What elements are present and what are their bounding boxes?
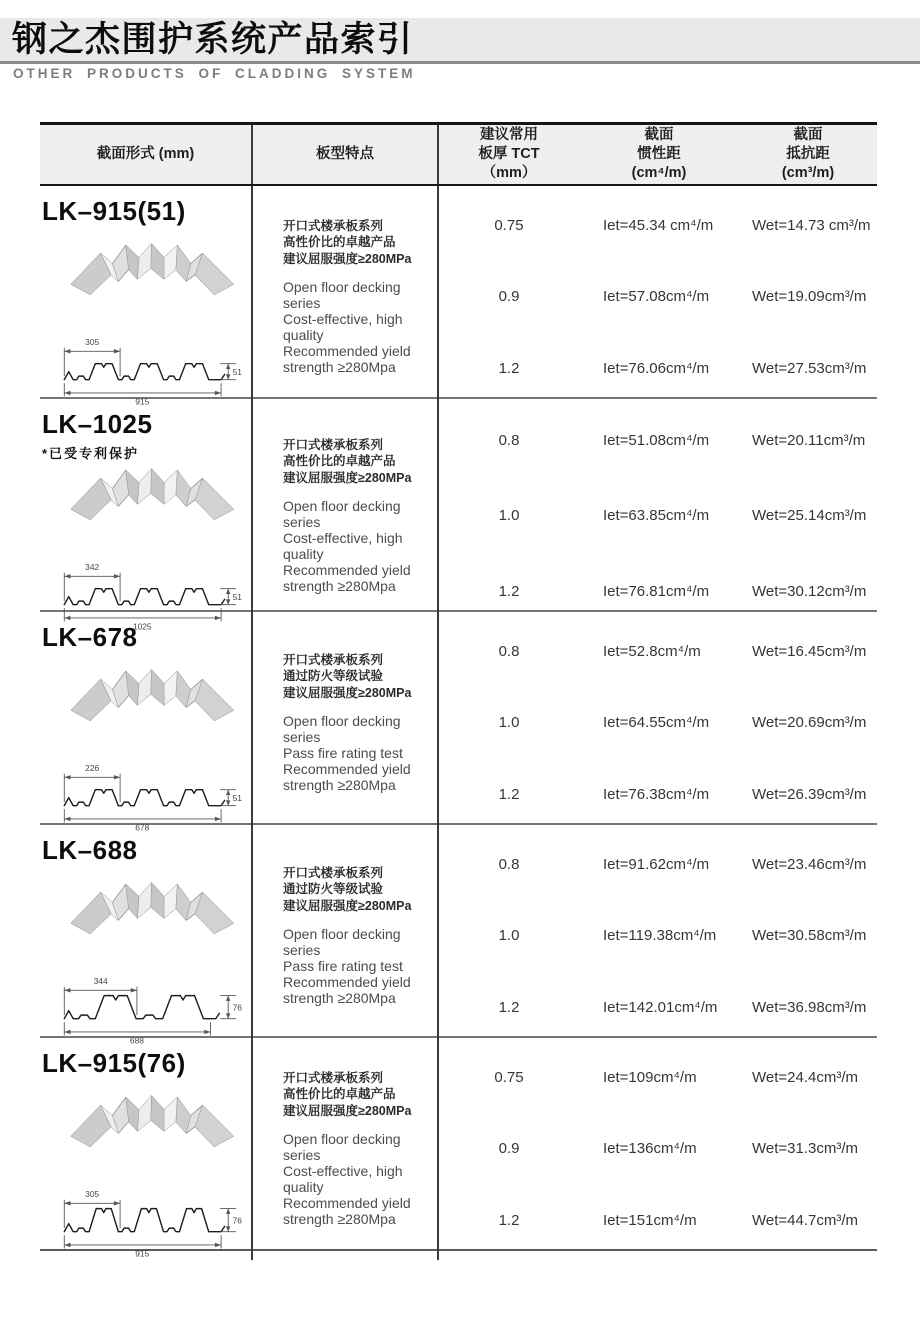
dim-width-label: 915 xyxy=(135,396,150,407)
spec-row xyxy=(439,714,877,731)
column-header-inertia: 截面 惯性距 (cm⁴/m) xyxy=(631,126,687,182)
features-en: Open floor decking series Cost-effective, high quality Recommended yield strength ≥280Mpa xyxy=(283,279,411,376)
column-header-panel-features: 板型特点 xyxy=(253,125,439,184)
inertia-value: Iet=151cm⁴/m xyxy=(603,1211,697,1229)
product-row-lk-688 xyxy=(40,825,877,1046)
spec-row xyxy=(439,999,877,1016)
product-title: LK–915(76) xyxy=(42,1048,186,1078)
cross-section-drawing xyxy=(50,946,254,1047)
resistance-value: Wet=24.4cm³/m xyxy=(752,1069,859,1087)
thickness-value: 1.2 xyxy=(498,998,520,1016)
thickness-value: 1.0 xyxy=(498,714,520,732)
page-title: 钢之杰围护系统产品索引 xyxy=(12,20,414,59)
spec-row xyxy=(439,643,877,660)
resistance-value: Wet=23.46cm³/m xyxy=(752,856,867,874)
features-cn: 开口式楼承板系列 高性价比的卓越产品 建议屈服强度≥280MPa xyxy=(283,218,412,266)
inertia-value: Iet=64.55cm⁴/m xyxy=(603,714,710,732)
dim-height-label: 76 xyxy=(232,1215,242,1226)
dim-height-label: 76 xyxy=(232,1002,242,1013)
table-header-row xyxy=(40,122,877,186)
dim-pitch-label: 344 xyxy=(93,976,108,987)
product-row-lk-678 xyxy=(40,612,877,833)
spec-row xyxy=(439,583,877,600)
column-header-thickness: 建议常用 板厚 TCT （mm） xyxy=(478,126,540,182)
thickness-value: 0.8 xyxy=(498,432,520,450)
profile-3d-illustration xyxy=(64,240,242,302)
product-title: LK–915(51) xyxy=(42,196,186,226)
dim-width-label: 678 xyxy=(135,822,150,833)
spec-row xyxy=(439,786,877,803)
resistance-value: Wet=30.58cm³/m xyxy=(752,927,867,945)
resistance-value: Wet=16.45cm³/m xyxy=(752,643,867,661)
inertia-value: Iet=119.38cm⁴/m xyxy=(603,927,717,945)
thickness-value: 1.0 xyxy=(498,927,520,945)
inertia-value: Iet=76.06cm⁴/m xyxy=(603,359,710,377)
dim-width-label: 1025 xyxy=(132,621,152,632)
features-en: Open floor decking series Pass fire rating test Recommended yield strength ≥280Mpa xyxy=(283,926,411,1007)
page-subtitle: OTHER PRODUCTS OF CLADDING SYSTEM xyxy=(13,66,416,81)
resistance-value: Wet=27.53cm³/m xyxy=(752,359,867,377)
patent-note: *已受专利保护 xyxy=(42,446,140,461)
dim-height-label: 51 xyxy=(232,793,242,804)
dim-pitch-label: 305 xyxy=(85,337,100,348)
title-rule xyxy=(0,61,920,64)
resistance-value: Wet=26.39cm³/m xyxy=(752,785,867,803)
inertia-value: Iet=136cm⁴/m xyxy=(603,1140,697,1158)
profile-3d-illustration xyxy=(64,465,242,527)
resistance-value: Wet=19.09cm³/m xyxy=(752,288,867,306)
spec-row xyxy=(439,288,877,305)
features-en: Open floor decking series Pass fire rating test Recommended yield strength ≥280Mpa xyxy=(283,713,411,794)
cross-section-drawing xyxy=(50,307,254,408)
resistance-value: Wet=44.7cm³/m xyxy=(752,1211,859,1229)
resistance-value: Wet=30.12cm³/m xyxy=(752,582,867,600)
features-cn: 开口式楼承板系列 通过防火等级试验 建议屈服强度≥280MPa xyxy=(283,865,412,913)
spec-row xyxy=(439,1140,877,1157)
inertia-value: Iet=142.01cm⁴/m xyxy=(603,998,718,1016)
thickness-value: 0.9 xyxy=(498,288,520,306)
thickness-value: 1.2 xyxy=(498,582,520,600)
features-cn: 开口式楼承板系列 高性价比的卓越产品 建议屈服强度≥280MPa xyxy=(283,1070,412,1118)
product-table xyxy=(40,122,877,1259)
spec-row xyxy=(439,1069,877,1086)
resistance-value: Wet=20.69cm³/m xyxy=(752,714,867,732)
cross-section-drawing xyxy=(50,1159,254,1260)
dim-height-label: 51 xyxy=(232,592,242,603)
dim-width-label: 688 xyxy=(129,1035,144,1046)
spec-row xyxy=(439,217,877,234)
column-header-section-form: 截面形式 (mm) xyxy=(40,125,253,184)
thickness-value: 0.8 xyxy=(498,643,520,661)
inertia-value: Iet=57.08cm⁴/m xyxy=(603,288,710,306)
dim-pitch-label: 226 xyxy=(85,763,100,774)
inertia-value: Iet=52.8cm⁴/m xyxy=(603,643,701,661)
product-title: LK–678 xyxy=(42,622,138,652)
spec-row xyxy=(439,432,877,449)
inertia-value: Iet=76.38cm⁴/m xyxy=(603,785,710,803)
title-band xyxy=(0,18,920,61)
inertia-value: Iet=63.85cm⁴/m xyxy=(603,507,710,525)
spec-row xyxy=(439,360,877,377)
product-row-lk-915-51 xyxy=(40,186,877,407)
spec-row xyxy=(439,1212,877,1229)
features-cn: 开口式楼承板系列 高性价比的卓越产品 建议屈服强度≥280MPa xyxy=(283,437,412,485)
resistance-value: Wet=20.11cm³/m xyxy=(752,432,866,450)
thickness-value: 1.2 xyxy=(498,1211,520,1229)
column-header-resistance: 截面 抵抗距 (cm³/m) xyxy=(781,126,835,182)
product-title: LK–688 xyxy=(42,835,138,865)
inertia-value: Iet=45.34 cm⁴/m xyxy=(603,217,714,235)
dim-height-label: 51 xyxy=(232,367,242,378)
resistance-value: Wet=31.3cm³/m xyxy=(752,1140,859,1158)
resistance-value: Wet=25.14cm³/m xyxy=(752,507,867,525)
inertia-value: Iet=51.08cm⁴/m xyxy=(603,432,710,450)
inertia-value: Iet=76.81cm⁴/m xyxy=(603,582,710,600)
profile-3d-illustration xyxy=(64,1092,242,1154)
dim-width-label: 915 xyxy=(135,1248,150,1259)
profile-3d-illustration xyxy=(64,879,242,941)
spec-row xyxy=(439,507,877,524)
thickness-value: 1.0 xyxy=(498,507,520,525)
features-en: Open floor decking series Cost-effective, high quality Recommended yield strength ≥280Mpa xyxy=(283,1131,411,1228)
features-en: Open floor decking series Cost-effective, high quality Recommended yield strength ≥280Mpa xyxy=(283,498,411,595)
thickness-value: 0.75 xyxy=(494,1069,524,1087)
thickness-value: 1.2 xyxy=(498,359,520,377)
spec-row xyxy=(439,856,877,873)
profile-3d-illustration xyxy=(64,666,242,728)
thickness-value: 0.9 xyxy=(498,1140,520,1158)
cross-section-drawing xyxy=(50,733,254,834)
features-cn: 开口式楼承板系列 通过防火等级试验 建议屈服强度≥280MPa xyxy=(283,652,412,700)
inertia-value: Iet=91.62cm⁴/m xyxy=(603,856,710,874)
dim-pitch-label: 305 xyxy=(85,1189,100,1200)
spec-row xyxy=(439,927,877,944)
product-title: LK–1025 xyxy=(42,409,153,439)
product-row-lk-1025 xyxy=(40,399,877,632)
product-row-lk-915-76 xyxy=(40,1038,877,1259)
inertia-value: Iet=109cm⁴/m xyxy=(603,1069,697,1087)
resistance-value: Wet=36.98cm³/m xyxy=(752,998,867,1016)
thickness-value: 0.75 xyxy=(494,217,524,235)
thickness-value: 1.2 xyxy=(498,785,520,803)
dim-pitch-label: 342 xyxy=(85,562,100,573)
resistance-value: Wet=14.73 cm³/m xyxy=(752,217,871,235)
thickness-value: 0.8 xyxy=(498,856,520,874)
